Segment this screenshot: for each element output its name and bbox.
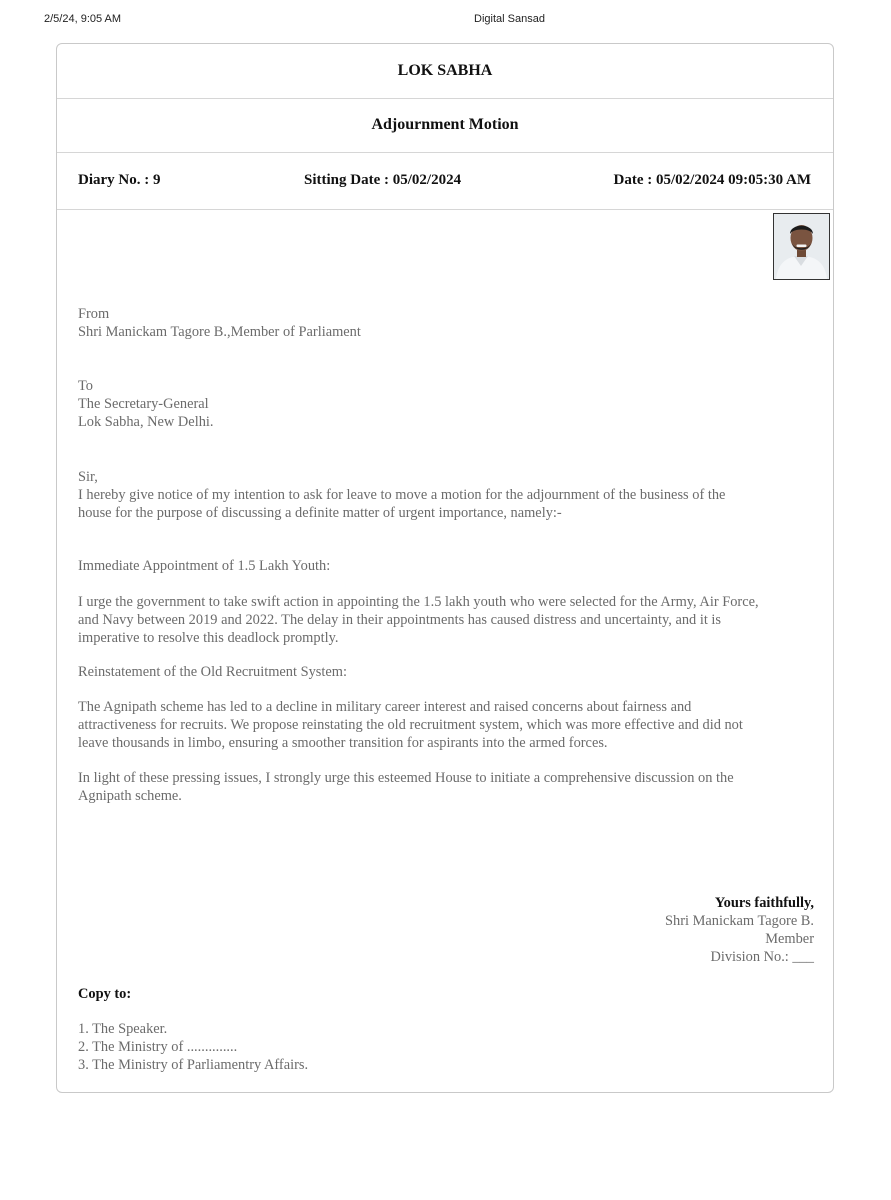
paragraph-1: [78, 593, 818, 647]
signer-name: Shri Manickam Tagore B.: [665, 913, 814, 929]
divider: [57, 98, 833, 99]
closing-line: Yours faithfully,: [714, 895, 814, 911]
heading-2-text: Reinstatement of the Old Recruitment System:: [78, 664, 347, 680]
copy-to-label: Copy to:: [78, 986, 132, 1002]
divider: [57, 209, 833, 210]
paragraph-line: In light of these pressing issues, I strongly urge this esteemed House to initiate a comprehensive discussion on the: [78, 770, 734, 786]
paragraph-line: I urge the government to take swift action in appointing the 1.5 lakh youth who were selected for the Army, Air Force,: [78, 594, 759, 610]
signature-block: [665, 894, 814, 966]
print-header: [0, 11, 891, 31]
member-photo-image: [774, 214, 829, 279]
intro-block: [78, 468, 818, 522]
submission-date: Date : 05/02/2024 09:05:30 AM: [613, 172, 811, 188]
paragraph-line: and Navy between 2019 and 2022. The delay in their appointments has caused distress and uncertainty, and it is: [78, 612, 722, 628]
intro-line: I hereby give notice of my intention to ask for leave to move a motion for the adjournment of the business of the: [78, 487, 726, 503]
to-block: [78, 377, 818, 431]
print-datetime: 2/5/24, 9:05 AM: [44, 13, 122, 25]
member-photo: [773, 213, 830, 280]
paragraph-2: [78, 698, 818, 752]
to-line-2: Lok Sabha, New Delhi.: [78, 414, 214, 430]
house-title: LOK SABHA: [397, 62, 493, 79]
signer-role: Member: [765, 931, 814, 947]
from-label: From: [78, 306, 110, 322]
heading-1: [78, 557, 818, 575]
copy-item: 2. The Ministry of ..............: [78, 1039, 238, 1055]
diary-number: Diary No. : 9: [78, 172, 161, 188]
paragraph-line: imperative to resolve this deadlock promptly.: [78, 630, 339, 646]
paragraph-3: [78, 769, 818, 805]
motion-type: Adjournment Motion: [371, 116, 519, 133]
meta-row: [57, 172, 833, 192]
paragraph-line: attractiveness for recruits. We propose reinstating the old recruitment system, which was more effective and did not: [78, 717, 743, 733]
intro-line: house for the purpose of discussing a definite matter of urgent importance, namely:-: [78, 505, 562, 521]
salutation: Sir,: [78, 469, 98, 485]
divider: [57, 152, 833, 153]
division-number: Division No.: ___: [710, 949, 814, 965]
print-title: Digital Sansad: [474, 13, 545, 25]
copy-list: [78, 1020, 818, 1074]
sitting-date: Sitting Date : 05/02/2024: [304, 172, 462, 188]
paragraph-line: Agnipath scheme.: [78, 788, 182, 804]
copy-item: 1. The Speaker.: [78, 1021, 168, 1037]
motion-document: [56, 43, 834, 1093]
to-label: To: [78, 378, 93, 394]
heading-2: [78, 663, 818, 681]
from-block: [78, 305, 818, 341]
copy-item: 3. The Ministry of Parliamentry Affairs.: [78, 1057, 309, 1073]
paragraph-line: The Agnipath scheme has led to a decline in military career interest and raised concerns about fairness and: [78, 699, 692, 715]
to-line-1: The Secretary-General: [78, 396, 209, 412]
from-name: Shri Manickam Tagore B.,Member of Parliament: [78, 324, 361, 340]
heading-1-text: Immediate Appointment of 1.5 Lakh Youth:: [78, 558, 331, 574]
paragraph-line: leave thousands in limbo, ensuring a smoother transition for aspirants into the armed forces.: [78, 735, 608, 751]
